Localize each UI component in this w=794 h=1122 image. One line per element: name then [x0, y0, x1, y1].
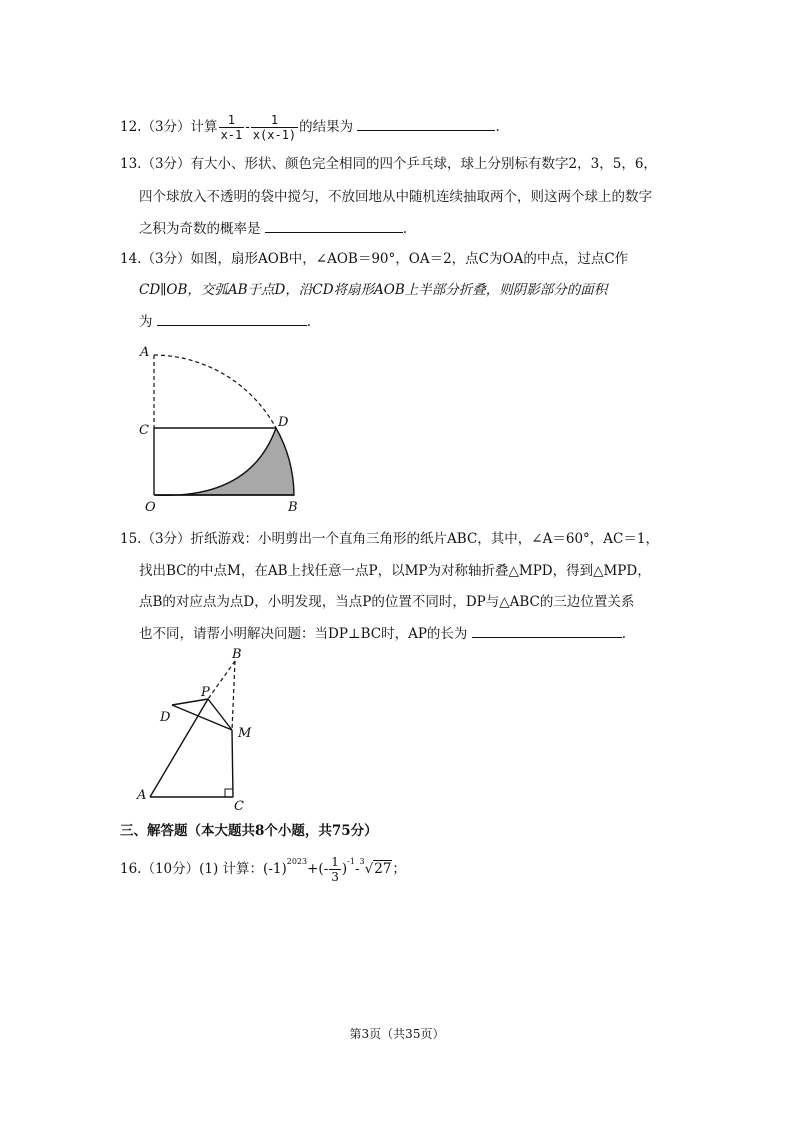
question-15-line1: 15.（3分）折纸游戏：小明剪出一个直角三角形的纸片ABC，其中，∠A＝60°，AC＝1， — [120, 531, 659, 547]
dashed-segment-bp — [208, 661, 235, 699]
fraction-one-third: $\frac{1}{3}$ — [331, 855, 339, 884]
label-d: D — [160, 710, 171, 725]
page-footer: 第3页（共35页） — [349, 1027, 445, 1041]
label-b: B — [288, 500, 298, 515]
question-13-line1: 13.（3分）有大小、形状、颜色完全相同的四个乒乓球，球上分别标有数字2，3，5，6， — [120, 156, 657, 172]
fraction-2: $\frac{1}{x(x-1)}$ — [252, 113, 297, 142]
question-12: 12.（3分）计算 $\frac{1}{x-1}$ - $\frac{1}{x(x-1)}$ 的结果为 . — [120, 113, 500, 142]
question-16: 16.（10分）(1) 计算：$(-1)^{2023}+(-$ $\frac{1}{3}$ )$^{-1}$-$^3$√27； — [120, 855, 406, 884]
q12-prefix: 12.（3分）计算 — [120, 119, 218, 135]
dashed-segment-bm — [232, 661, 235, 730]
label-a: A — [137, 788, 147, 803]
label-c: C — [139, 423, 149, 438]
question-15-line4: 也不同，请帮小明解决问题：当DP⊥BC时，AP的长为 . — [139, 623, 626, 644]
label-p: P — [201, 685, 210, 700]
question-15-line3: 点B的对应点为点D，小明发现，当点P的位置不同时，DP与△ABC的三边位置关系 — [139, 594, 635, 610]
question-15-line2: 找出BC的中点M，在AB上找任意一点P，以MP为对称轴折叠△MPD，得到△MPD， — [139, 563, 651, 579]
dashed-arc — [154, 355, 276, 428]
label-d: D — [278, 415, 289, 430]
radical-sign: √ — [364, 861, 374, 877]
right-angle-mark — [225, 789, 233, 797]
answer-blank[interactable] — [157, 311, 307, 326]
label-c: C — [234, 799, 244, 814]
question-13-line2: 四个球放入不透明的袋中搅匀，不放回地从中随机连续抽取两个，则这两个球上的数字 — [139, 189, 652, 205]
segment-pa — [150, 699, 208, 797]
shaded-region — [154, 428, 294, 495]
question-14-line2: CD∥OB，交弧AB于点D，沿CD将扇形AOB上半部分折叠，则阴影部分的面积 — [139, 282, 608, 298]
label-b: B — [232, 647, 242, 662]
radicand: 27 — [374, 861, 392, 877]
answer-blank[interactable] — [265, 218, 403, 233]
question-14-line1: 14.（3分）如图，扇形AOB中，∠AOB＝90°，OA＝2，点C为OA的中点，过点C作 — [120, 251, 629, 267]
label-m: M — [238, 726, 252, 741]
answer-blank[interactable] — [357, 116, 495, 131]
fraction-1: $\frac{1}{x-1}$ — [220, 113, 243, 142]
question-13-line3: 之积为奇数的概率是 . — [139, 218, 407, 239]
answer-blank[interactable] — [472, 623, 622, 638]
segment-cm — [232, 730, 233, 797]
question-14-line3: 为 . — [139, 311, 311, 332]
folding-figure — [130, 645, 270, 815]
sector-figure — [130, 340, 310, 520]
label-a: A — [140, 345, 150, 360]
section-3-title: 三、解答题（本大题共8个小题，共75分） — [120, 823, 378, 839]
root-index: 3 — [359, 857, 365, 866]
label-o: O — [145, 500, 156, 515]
